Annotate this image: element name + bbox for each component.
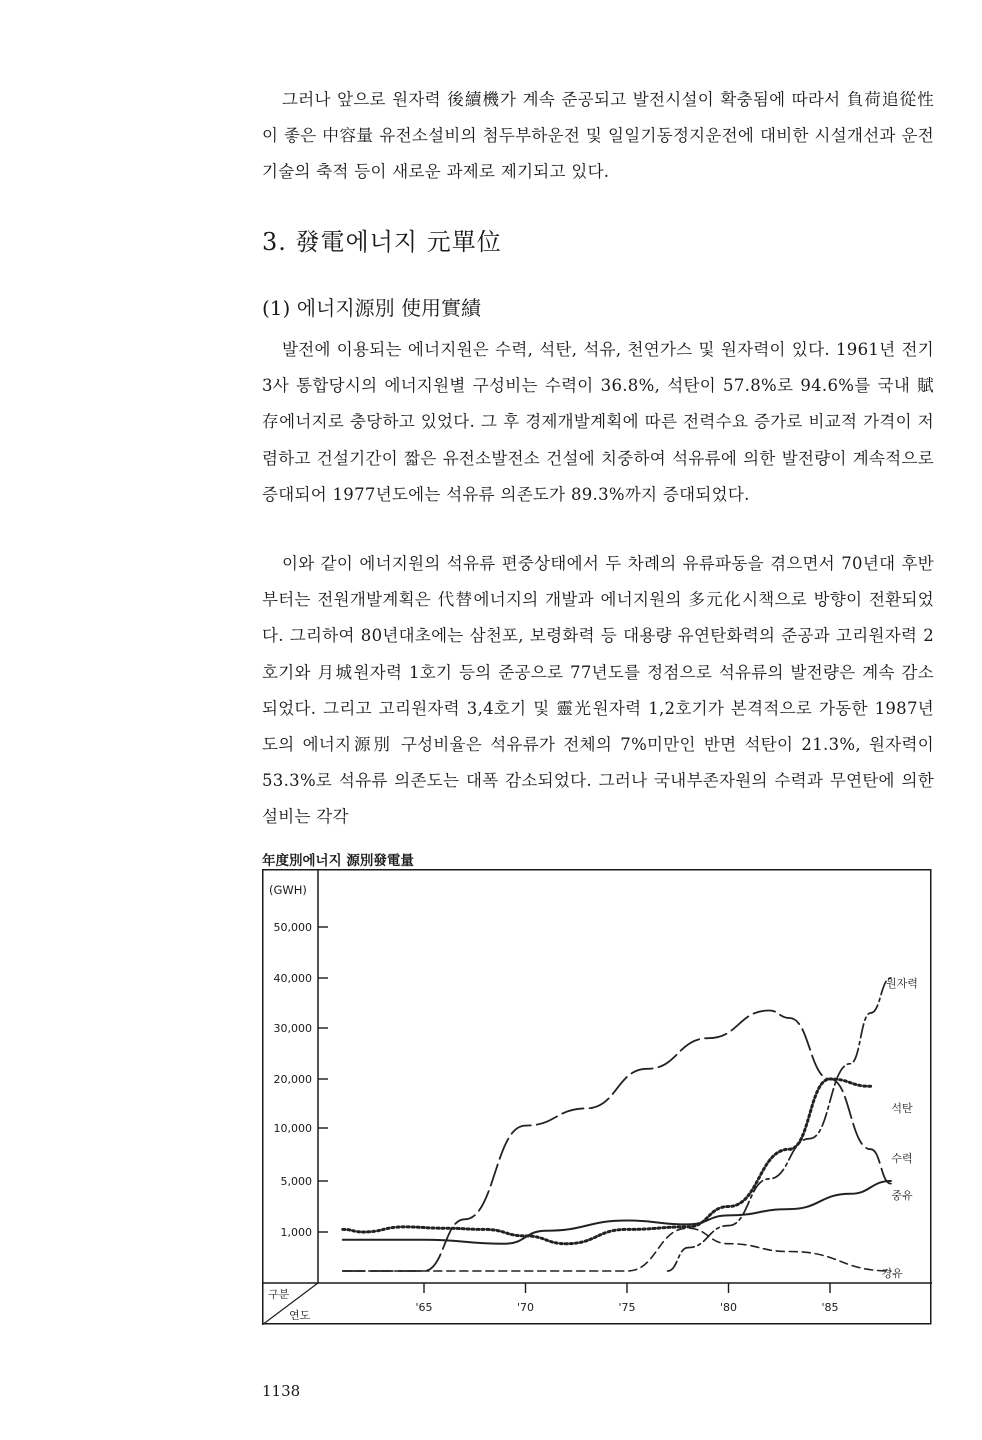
series-coal [343,1079,871,1244]
series-nuclear [668,978,891,1271]
x-tick-label: '75 [618,1301,636,1314]
page-number: 1138 [262,1382,301,1400]
series-diesel-label: 경유 [881,1267,903,1280]
series-hydro-label: 수력 [891,1152,913,1165]
y-tick-label: 30,000 [273,1022,312,1035]
paragraph-1: 그러나 앞으로 원자력 後續機가 계속 준공되고 발전시설이 확충됨에 따라서 負荷追從性이 좋은 中容量 유전소설비의 첨두부하운전 및 일일기동정지운전에 대비한 시설개선과 운전기술의 축적 등이 새로운 과제로 제기되고 있다. [262,90,934,182]
figure-title: 年度別에너지 源別發電量 [262,853,414,869]
series-diesel [343,1228,891,1271]
y-tick-label: 10,000 [273,1122,312,1135]
y-tick-label: 20,000 [273,1073,312,1086]
x-tick-label: '85 [821,1301,839,1314]
generation-by-source-chart [262,869,932,1325]
x-tick-label: '65 [415,1301,433,1314]
section-number: 3. [262,228,287,256]
corner-label-top: 구분 [268,1288,290,1301]
section-title: 發電에너지 元單位 [295,228,502,256]
y-tick-label: 1,000 [280,1226,312,1239]
section-heading [262,222,502,257]
series-heavy-oil [343,1011,891,1272]
y-tick-label: 40,000 [273,972,312,985]
series-heavy-oil-label: 중유 [891,1189,913,1202]
y-tick-label: 5,000 [280,1175,312,1188]
paragraph-2: 발전에 이용되는 에너지원은 수력, 석탄, 석유, 천연가스 및 원자력이 있다. 1961년 전기3사 통합당시의 에너지원별 구성비는 수력이 36.8%, 석탄이 57.8%로 94.6%를 국내 賦存에너지로 충당하고 있었다. 그 후 경제개발계획에 따른 전력수요 증가로 비교적 가격이 저렴하고 건설기간이 짧은 유전소발전소 건설에 치중하여 석유류에 의한 발전량이 계속적으로 증대되어 1977년도에는 석유류 의존도가 89.3%까지 증대되었다. [262,340,934,504]
x-tick-label: '80 [719,1301,738,1314]
paragraph-3: 이와 같이 에너지원의 석유류 편중상태에서 두 차례의 유류파동을 겪으면서 70년대 후반부터는 전원개발계획은 代替에너지의 개발과 에너지원의 多元化시책으로 방향이 전환되었다. 그리하여 80년대초에는 삼천포, 보령화력 등 대용량 유연탄화력의 준공과 고리원자력 2호기와 月城원자력 1호기 등의 준공으로 77년도를 정점으로 석유류의 발전량은 계속 감소되었다. 그리고 고리원자력 3,4호기 및 靈光원자력 1,2호기가 본격적으로 가동한 1987년도의 에너지源別 구성비율은 석유류가 전체의 7%미만인 반면 석탄이 21.3%, 원자력이 53.3%로 석유류 의존도는 대폭 감소되었다. 그러나 국내부존자원의 수력과 무연탄에 의한 설비는 각각 [262,554,934,827]
y-axis-unit: (GWH) [269,883,307,897]
x-tick-label: '70 [516,1301,535,1314]
series-hydro [343,1181,891,1244]
corner-label-bottom: 연도 [289,1309,311,1322]
series-nuclear-label: 원자력 [886,977,918,990]
subsection-heading [262,292,481,321]
series-coal-label: 석탄 [891,1102,913,1115]
y-tick-label: 50,000 [273,921,312,934]
subsection-title: 에너지源別 使用實績 [296,296,482,320]
subsection-number: (1) [262,296,291,320]
